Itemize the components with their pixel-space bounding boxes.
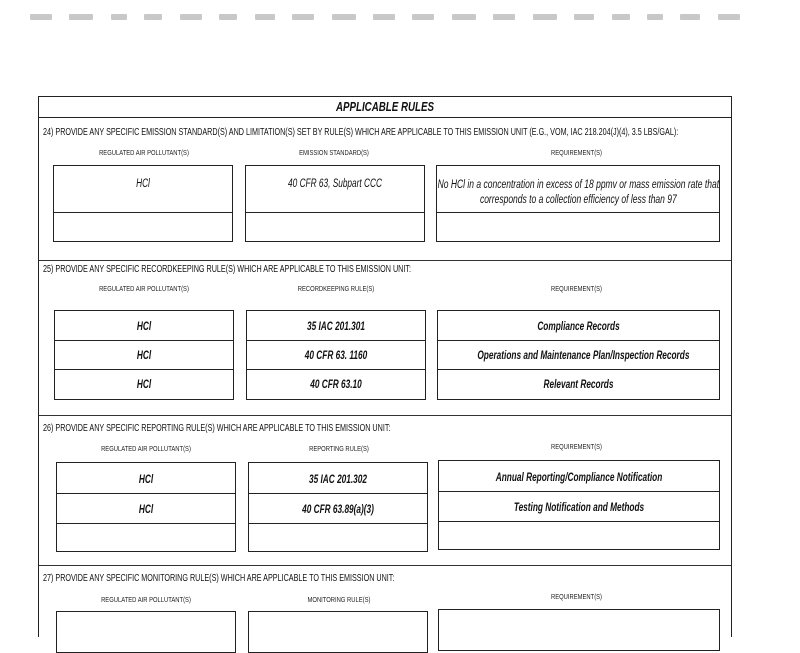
table-cell: Relevant Records — [543, 379, 614, 391]
table-cell: HCl — [136, 350, 152, 362]
table-cell: HCl — [136, 178, 150, 190]
row-divider — [438, 340, 719, 341]
table-cell: HCl — [138, 474, 154, 486]
section-prompt: 24) PROVIDE ANY SPECIFIC EMISSION STANDARD(S) AND LIMITATION(S) SET BY RULE(S) WHICH ARE APPLICABLE TO THIS EMISSION UNIT (E.G., VOM, IAC 218.204(J)(4), 3.5 LBS/GAL): — [43, 127, 679, 138]
pollutant-box — [56, 611, 236, 653]
column-header-requirement: REQUIREMENT(S) — [550, 592, 603, 601]
column-header-pollutant: REGULATED AIR POLLUTANT(S) — [101, 444, 191, 453]
row-divider — [249, 523, 427, 524]
table-cell: 35 IAC 201.302 — [308, 474, 368, 486]
column-header-rule: RECORDKEEPING RULE(S) — [297, 284, 375, 293]
row-divider — [247, 369, 425, 370]
section-24-emission-standards — [39, 117, 731, 262]
table-cell: Annual Reporting/Compliance Notification — [495, 472, 663, 484]
requirement-box — [436, 165, 720, 242]
table-cell: No HCl in a concentration in excess of 18 ppmv or mass emission rate that corresponds to a collection efficiency of less than 97 — [437, 179, 719, 206]
row-divider — [54, 212, 232, 213]
table-cell: 35 IAC 201.301 — [306, 321, 366, 333]
rule-box — [248, 611, 428, 653]
section-prompt: 26) PROVIDE ANY SPECIFIC REPORTING RULE(S) WHICH ARE APPLICABLE TO THIS EMISSION UNIT: — [43, 423, 391, 434]
row-divider — [55, 369, 233, 370]
form-title: APPLICABLE RULES — [335, 100, 435, 114]
table-cell: Compliance Records — [537, 321, 620, 333]
table-cell: HCl — [138, 504, 154, 516]
row-divider — [439, 491, 719, 492]
row-divider — [249, 493, 427, 494]
column-header-requirement: REQUIREMENT(S) — [550, 284, 603, 293]
table-cell: 40 CFR 63.10 — [310, 379, 362, 391]
table-cell: HCl — [136, 379, 152, 391]
row-divider — [246, 212, 424, 213]
table-cell: 40 CFR 63, Subpart CCC — [288, 178, 382, 190]
row-divider — [438, 369, 719, 370]
scan-header-artifact — [30, 12, 740, 22]
requirement-box — [437, 310, 720, 400]
section-27-monitoring — [39, 565, 731, 625]
row-divider — [57, 523, 235, 524]
table-cell: 40 CFR 63. 1160 — [304, 350, 368, 362]
requirement-box — [438, 609, 720, 651]
row-divider — [247, 340, 425, 341]
section-26-reporting — [39, 415, 731, 565]
column-header-rule: MONITORING RULE(S) — [307, 595, 371, 604]
row-divider — [55, 340, 233, 341]
column-header-pollutant: REGULATED AIR POLLUTANT(S) — [99, 284, 189, 293]
row-divider — [439, 521, 719, 522]
standard-box — [245, 165, 425, 242]
row-divider — [57, 493, 235, 494]
column-header-pollutant: REGULATED AIR POLLUTANT(S) — [99, 148, 189, 157]
pollutant-box — [54, 310, 234, 400]
rule-box — [248, 462, 428, 552]
rule-box — [246, 310, 426, 400]
row-divider — [437, 212, 719, 213]
column-header-pollutant: REGULATED AIR POLLUTANT(S) — [101, 595, 191, 604]
section-25-recordkeeping — [39, 260, 731, 415]
column-header-requirement: REQUIREMENT(S) — [550, 148, 603, 157]
table-cell: HCl — [136, 321, 152, 333]
column-header-standard: EMISSION STANDARD(S) — [299, 148, 369, 157]
table-cell: 40 CFR 63.89(a)(3) — [302, 504, 374, 516]
section-prompt: 27) PROVIDE ANY SPECIFIC MONITORING RULE(S) WHICH ARE APPLICABLE TO THIS EMISSION UNIT: — [43, 573, 395, 584]
applicable-rules-form — [38, 96, 732, 637]
column-header-rule: REPORTING RULE(S) — [309, 444, 369, 453]
section-prompt: 25) PROVIDE ANY SPECIFIC RECORDKEEPING RULE(S) WHICH ARE APPLICABLE TO THIS EMISSION UNIT: — [43, 264, 411, 275]
pollutant-box — [56, 462, 236, 552]
requirement-box — [438, 460, 720, 550]
table-cell: Operations and Maintenance Plan/Inspection Records — [477, 350, 690, 362]
column-header-requirement: REQUIREMENT(S) — [550, 442, 603, 451]
pollutant-box — [53, 165, 233, 242]
table-cell: Testing Notification and Methods — [513, 502, 645, 514]
